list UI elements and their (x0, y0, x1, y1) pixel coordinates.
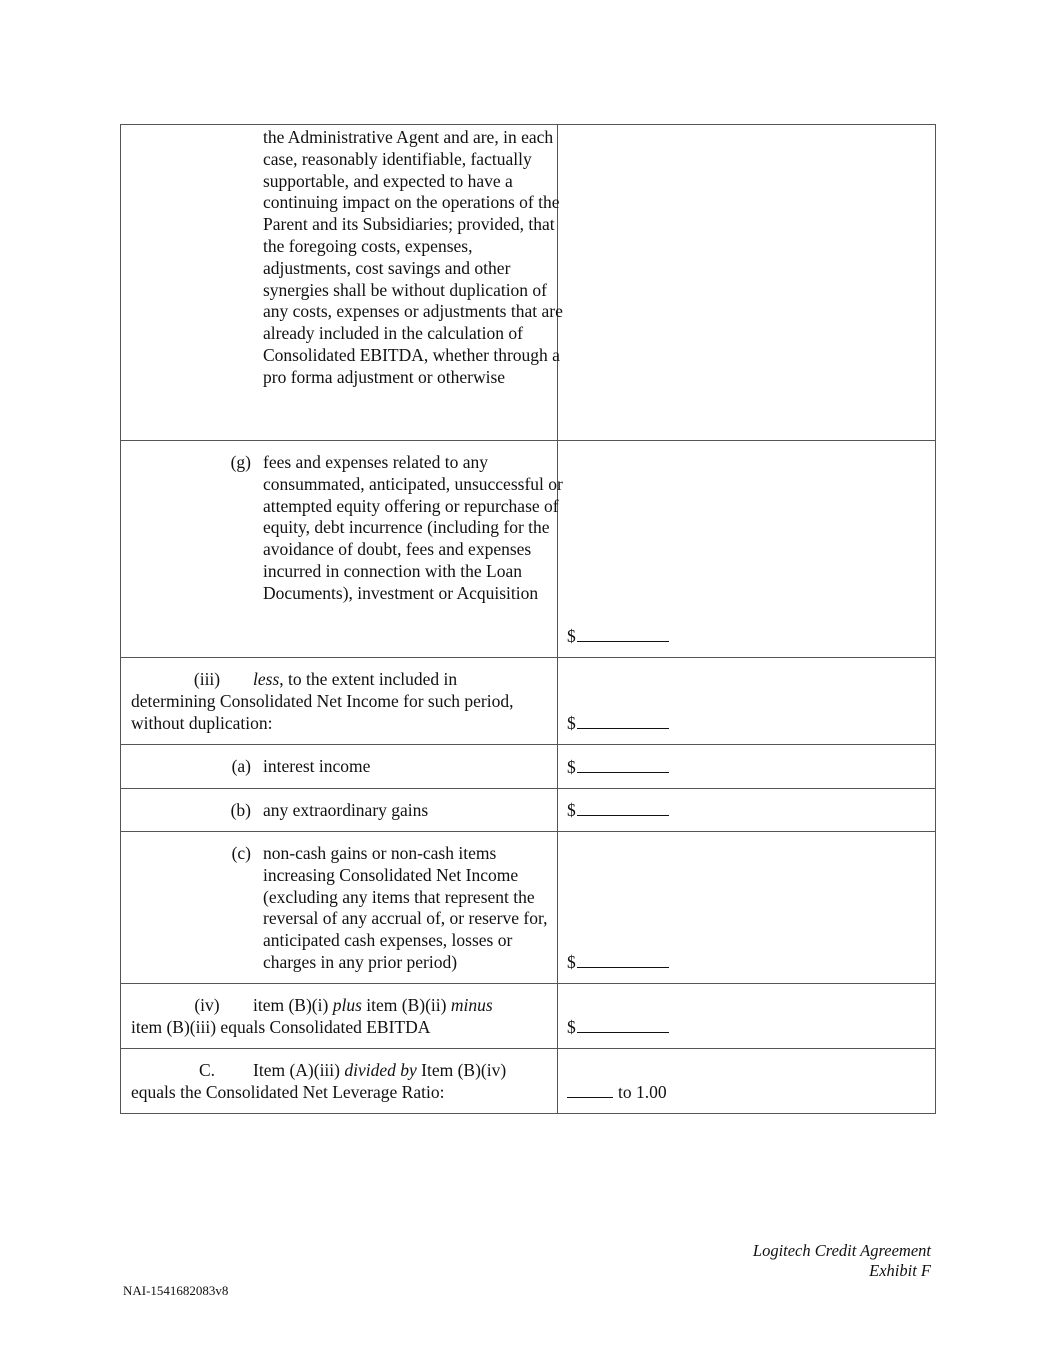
ratio-cell (558, 1049, 936, 1114)
description-cell (121, 441, 563, 658)
blank-line (567, 1083, 613, 1098)
item-label: (a) (231, 756, 251, 776)
amount-cell (558, 125, 936, 441)
description-cell (121, 125, 563, 441)
description-cell (121, 984, 558, 1049)
currency-symbol: $ (567, 626, 576, 647)
footer-title (753, 1241, 931, 1281)
amount-cell (558, 658, 936, 745)
amount-cell (558, 984, 936, 1049)
blank-line (577, 714, 669, 729)
blank-line (577, 953, 669, 968)
item-text-part: item (B)(i) (253, 995, 333, 1015)
amount-blank[interactable] (567, 1017, 669, 1039)
item-text-part: Item (B)(iv) (416, 1060, 507, 1080)
table-row (121, 789, 936, 832)
item-text: interest income (263, 756, 371, 776)
item-label: (iv) (194, 995, 220, 1015)
ebitda-calculation-table (120, 124, 936, 1114)
amount-blank[interactable] (567, 713, 669, 735)
currency-symbol: $ (567, 952, 576, 973)
currency-symbol: $ (567, 713, 576, 734)
item-text-line2: item (B)(iii) equals Consolidated EBITDA (131, 1016, 431, 1037)
agreement-title: Logitech Credit Agreement (752, 1241, 931, 1260)
exhibit-label: Exhibit F (869, 1261, 931, 1280)
table-row (121, 832, 936, 984)
amount-blank[interactable] (567, 952, 669, 974)
currency-symbol: $ (567, 1017, 576, 1038)
item-text-line2: determining Consolidated Net Income for such period, without duplication: (131, 690, 514, 733)
document-id: NAI-1541682083v8 (123, 1283, 229, 1298)
blank-line (577, 1018, 669, 1033)
table-row (121, 441, 936, 658)
less-emphasis: less (253, 669, 280, 689)
item-text-line2: equals the Consolidated Net Leverage Ratio: (131, 1081, 445, 1102)
description-cell (121, 658, 558, 745)
item-label: (b) (230, 800, 251, 820)
amount-cell (558, 832, 936, 984)
item-label: C. (198, 1060, 216, 1080)
item-label: (g) (230, 452, 251, 472)
amount-blank[interactable] (567, 757, 669, 779)
currency-symbol: $ (567, 800, 576, 821)
amount-cell (558, 789, 936, 832)
blank-line (577, 758, 669, 773)
item-text-part: item (B)(ii) (361, 995, 451, 1015)
item-text-line1: , to the extent included in (279, 669, 458, 689)
plus-emphasis: plus (332, 995, 362, 1015)
item-label: (c) (231, 843, 251, 863)
description-cell (121, 789, 558, 832)
continued-clause-text: the Administrative Agent and are, in each case, reasonably identifiable, factually supportable, and expected to have a continuing impact on the operations of the Parent and its Subsidiaries; provided, that the foregoing costs, expenses, adjustments, cost savings and other synergies shall be without duplication of any costs, expenses or adjustments that are already included in the calculation of Consolidated EBITDA, whether through a pro forma adjustment or otherwise (263, 127, 563, 387)
blank-line (577, 627, 669, 642)
divided-by-emphasis: divided by (344, 1060, 417, 1080)
blank-line (577, 801, 669, 816)
amount-cell (558, 745, 936, 789)
table-row (121, 745, 936, 789)
amount-blank[interactable] (567, 800, 669, 822)
minus-emphasis: minus (450, 995, 493, 1015)
amount-blank[interactable] (567, 626, 669, 648)
table-row (121, 984, 936, 1049)
ratio-suffix: to 1.00 (618, 1082, 667, 1103)
item-text: any extraordinary gains (263, 800, 429, 820)
amount-cell (558, 441, 936, 658)
description-cell (121, 832, 558, 984)
item-text: non-cash gains or non-cash items increasing Consolidated Net Income (excluding any items that represent the reversal of any accrual of, or reserve for, anticipated cash expenses, losses or charges in any prior period) (263, 843, 548, 972)
currency-symbol: $ (567, 757, 576, 778)
item-text-part: Item (A)(iii) (253, 1060, 345, 1080)
item-label: (iii) (193, 669, 221, 689)
description-cell (121, 745, 558, 789)
item-text: fees and expenses related to any consummated, anticipated, unsuccessful or attempted equity offering or repurchase of equity, debt incurrence (including for the avoidance of doubt, fees and expenses incurred in connection with the Loan Documents), investment or Acquisition (263, 452, 563, 603)
table-row (121, 658, 936, 745)
table-row (121, 1049, 936, 1114)
table-row (121, 125, 936, 441)
ratio-blank[interactable] (567, 1082, 667, 1104)
description-cell (121, 1049, 558, 1114)
